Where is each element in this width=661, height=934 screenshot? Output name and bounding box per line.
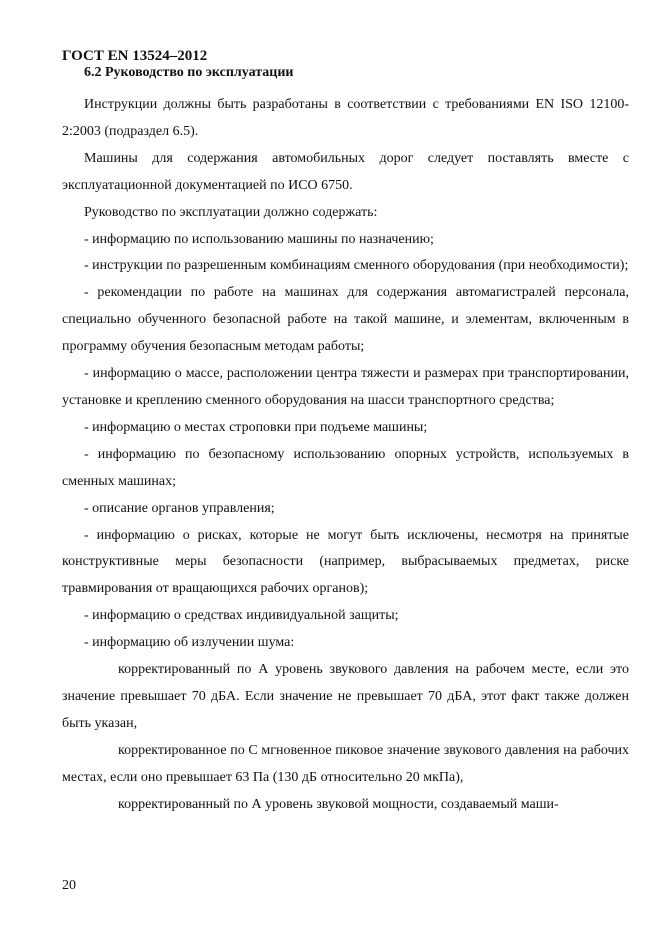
section-title: 6.2 Руководство по эксплуатации xyxy=(84,65,294,80)
page-number: 20 xyxy=(62,878,76,893)
noise-sub-item: корректированное по С мгновенное пиковое значение звукового давления на рабочих местах, если оно превышает 63 Па (130 дБ относительно 20 мкПа), xyxy=(62,742,629,785)
noise-sub-item: корректированный по А уровень звуковой мощности, создаваемый маши- xyxy=(118,796,559,812)
list-item: - информацию о средствах индивидуальной защиты; xyxy=(84,608,399,624)
list-item: - рекомендации по работе на машинах для содержания автомагистралей персонала, специально обученного безопасной работе на такой машине, и элементам, включенным в программу обучения безопасным методам работы; xyxy=(62,285,629,355)
paragraph: Машины для содержания автомобильных дорог следует поставлять вместе с эксплуатационной документацией по ИСО 6750. xyxy=(62,150,629,193)
list-item: - инструкции по разрешенным комбинациям сменного оборудования (при необходимости); xyxy=(84,258,629,274)
list-item: - информацию об излучении шума: xyxy=(84,635,295,651)
list-item: - информацию по безопасному использованию опорных устройств, используемых в сменных машинах; xyxy=(62,446,629,489)
standard-header: ГОСТ EN 13524–2012 xyxy=(62,48,208,64)
list-item: - информацию о массе, расположении центра тяжести и размерах при транспортировании, установке и креплению сменного оборудования на шасси транспортного средства; xyxy=(62,366,629,408)
list-item: - описание органов управления; xyxy=(84,500,275,516)
body-text xyxy=(62,92,629,818)
list-item: - информацию о местах строповки при подъеме машины; xyxy=(84,419,428,435)
noise-sub-item: корректированный по А уровень звукового давления на рабочем месте, если это значение превышает 70 дБА. Если значение не превышает 70 дБА, этот факт также должен быть указан, xyxy=(62,662,629,731)
list-item: - информацию о рисках, которые не могут быть исключены, несмотря на принятые конструктивные меры безопасности (например, выбрасываемых предметах, риске травмирования от вращающихся рабочих органов); xyxy=(62,527,629,597)
paragraph: Руководство по эксплуатации должно содержать: xyxy=(84,204,378,220)
paragraph: Инструкции должны быть разработаны в соответствии с требованиями EN ISO 12100-2:2003 (подраздел 6.5). xyxy=(62,97,629,139)
list-item: - информацию по использованию машины по назначению; xyxy=(84,231,434,247)
